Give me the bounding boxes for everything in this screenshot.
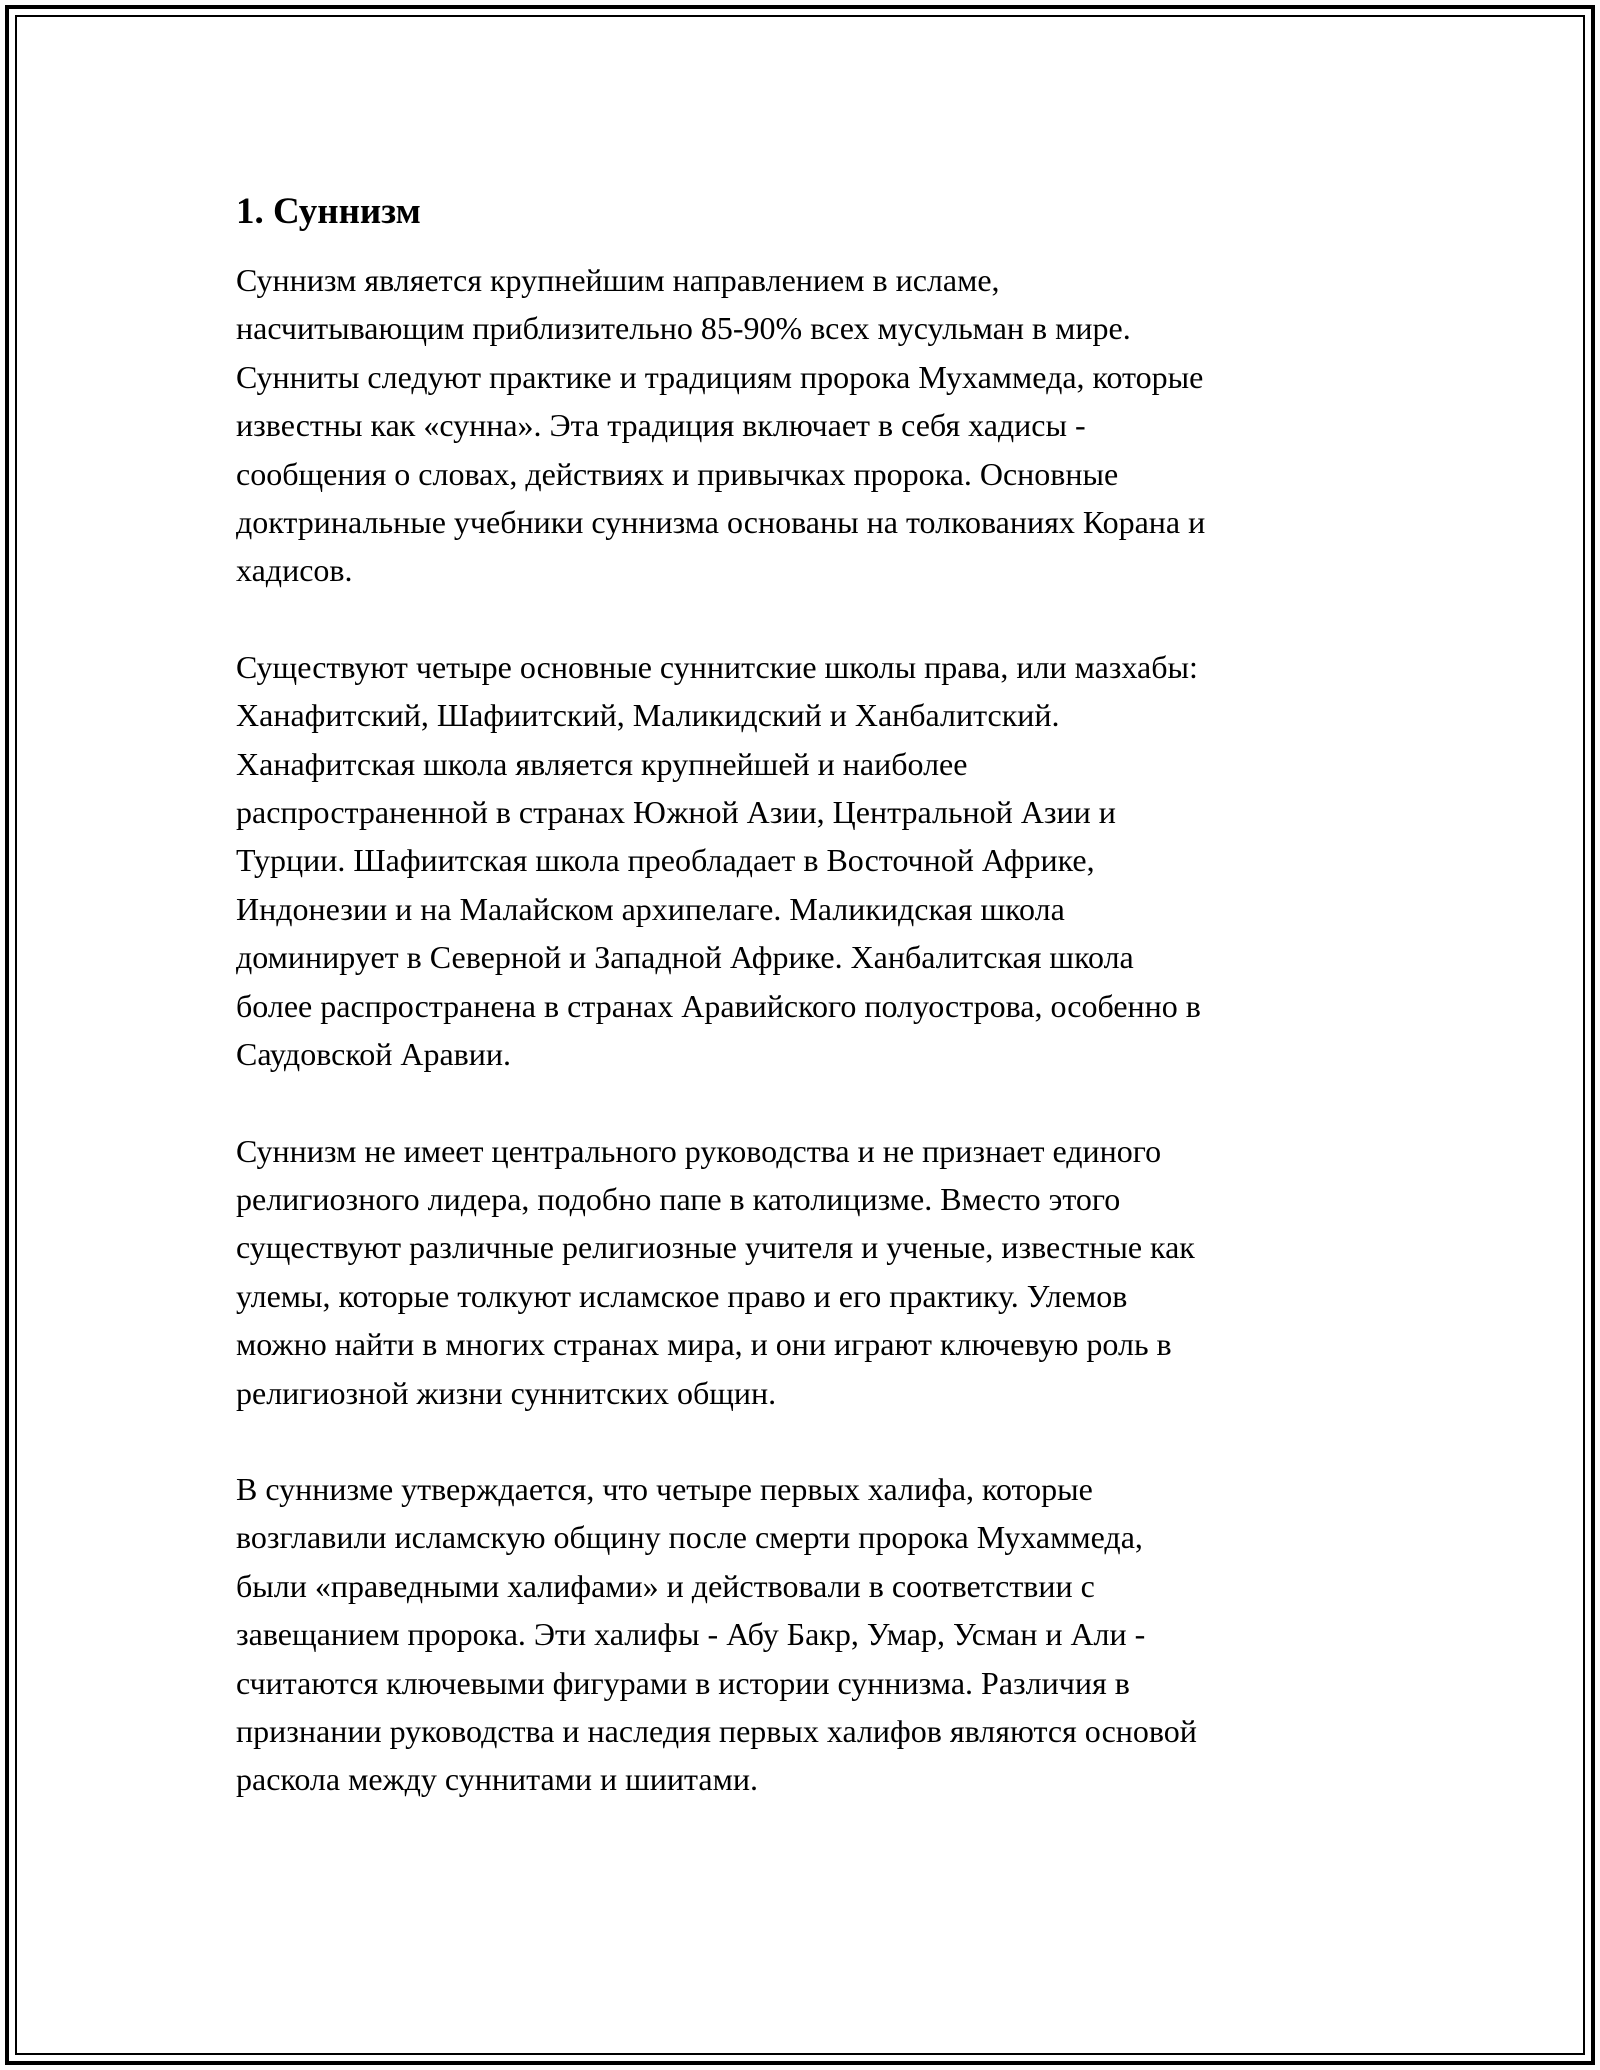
section-heading: 1. Суннизм	[236, 191, 421, 232]
paragraph-2: Существуют четыре основные суннитские школы права, или мазхабы: Ханафитский, Шафиитский, Маликидский и Ханбалитский. Ханафитская школа является крупнейшей и наиболее распространенной в странах Южной Азии, Центральной Азии и Турции. Шафиитская школа преобладает в Восточной Африке, Индонезии и на Малайском архипелаге. Маликидская школа доминирует в Северной и Западной Африке. Ханбалитская школа более распространена в странах Аравийского полуострова, особенно в Саудовской Аравии.	[236, 648, 1201, 1073]
paragraph-4: В суннизме утверждается, что четыре первых халифа, которые возглавили исламскую общину после смерти пророка Мухаммеда, были «праведными халифами» и действовали в соответствии с завещанием пророка. Эти халифы - Абу Бакр, Умар, Усман и Али - считаются ключевыми фигурами в истории суннизма. Различия в признании руководства и наследия первых халифов являются основой раскола между суннитами и шиитами.	[236, 1470, 1197, 1798]
document-body	[236, 188, 1376, 1852]
paragraph-3: Суннизм не имеет центрального руководства и не признает единого религиозного лидера, подобно папе в католицизме. Вместо этого существуют различные религиозные учителя и ученые, известные как улемы, которые толкуют исламское право и его практику. Улемов можно найти в многих странах мира, и они играют ключевую роль в религиозной жизни суннитских общин.	[236, 1132, 1195, 1411]
paragraph-1: Суннизм является крупнейшим направлением в исламе, насчитывающим приблизительно 85-90% всех мусульман в мире. Сунниты следуют практике и традициям пророка Мухаммеда, которые известны как «сунна». Эта традиция включает в себя хадисы - сообщения о словах, действиях и привычках пророка. Основные доктринальные учебники суннизма основаны на толкованиях Корана и хадисов.	[236, 262, 1206, 589]
